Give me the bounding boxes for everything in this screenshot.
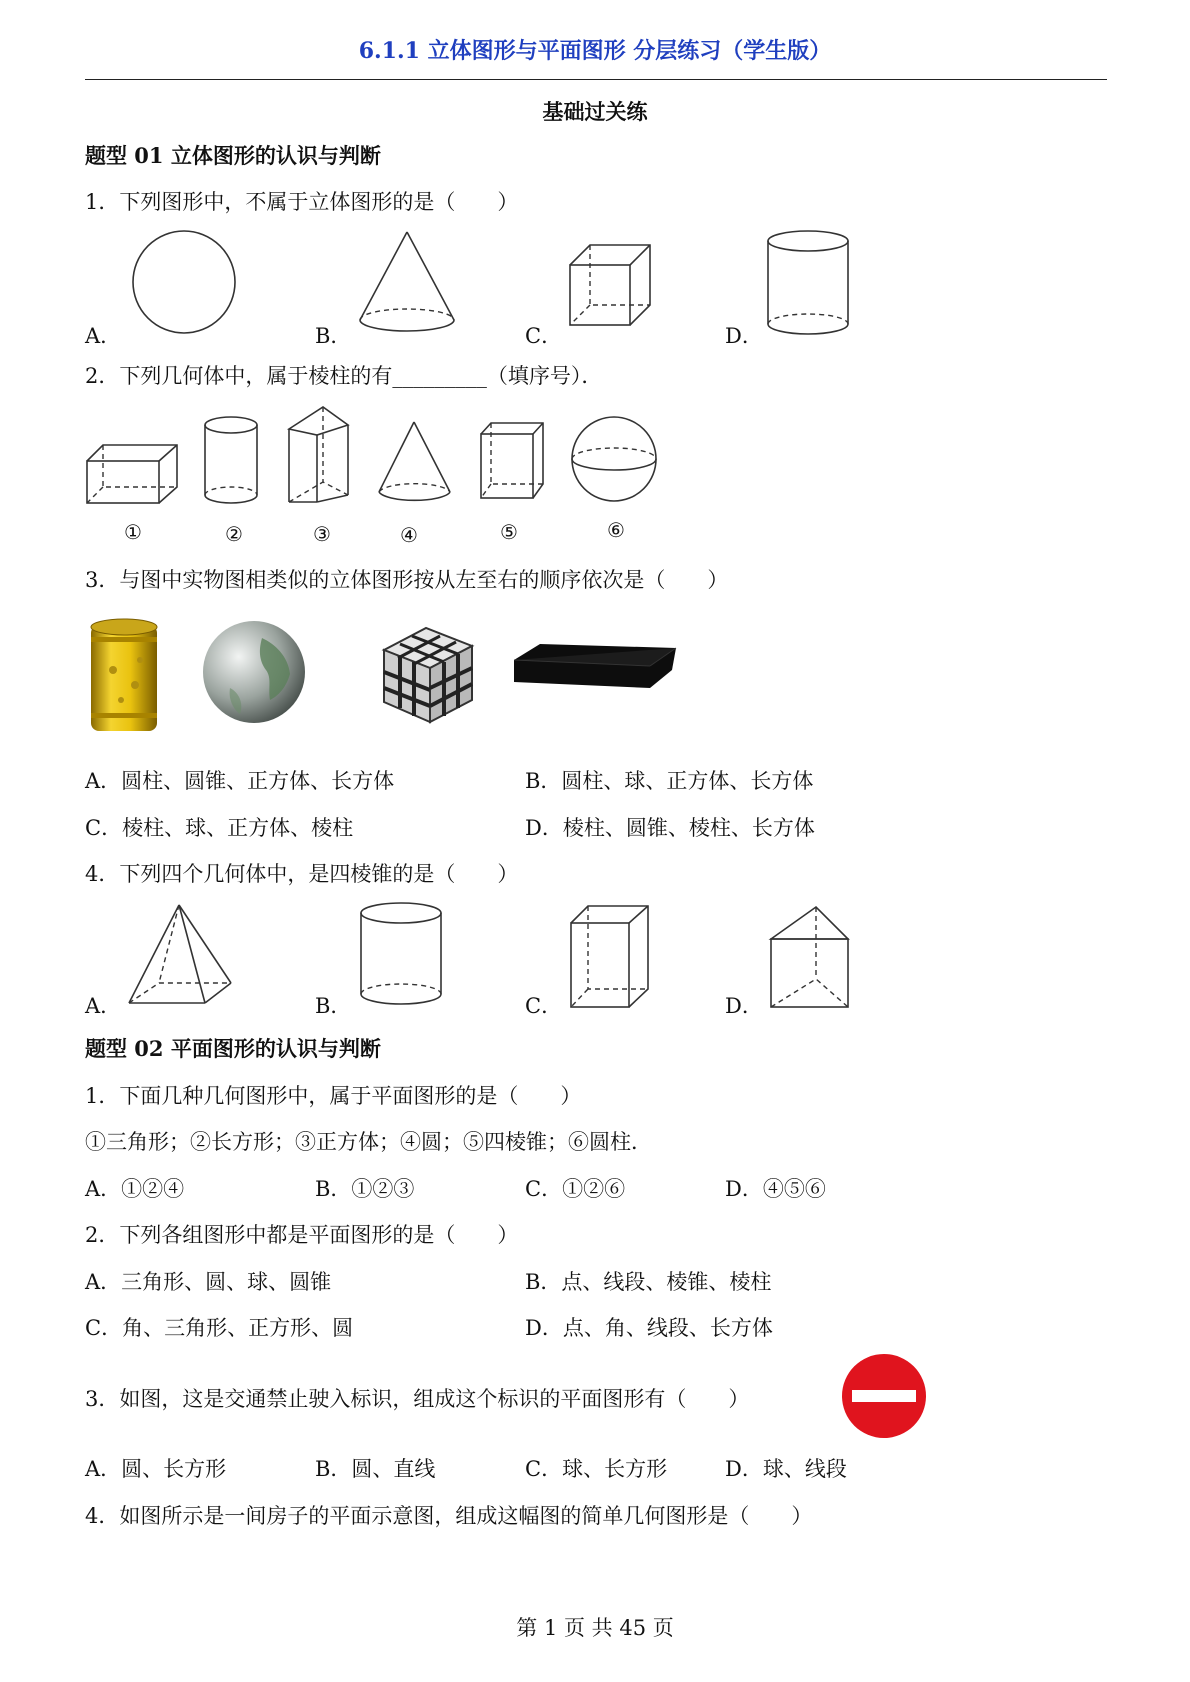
cylinder-figure-3: [358, 900, 448, 1012]
t1-q3-option-d: D．棱柱、圆锥、棱柱、长方体: [525, 816, 815, 840]
t2-q2-option-b: B．点、线段、棱锥、棱柱: [525, 1270, 772, 1294]
globe-photo: [200, 618, 310, 728]
t1-q1-label-b: B．: [315, 324, 352, 348]
section-title: 基础过关练: [542, 99, 648, 124]
no-entry-sign-icon: [840, 1352, 928, 1440]
t1-q4-text: 4．下列四个几何体中，是四棱锥的是（ ）: [85, 862, 519, 886]
square-prism-figure: [478, 420, 548, 505]
cone-figure-2: [375, 420, 455, 510]
t1-q2-num-1: ①: [124, 520, 142, 544]
t2-q3-option-a: A．圆、长方形: [85, 1457, 227, 1481]
t1-q1-label-a: A．: [85, 324, 122, 348]
type1-heading: 题型 01 立体图形的认识与判断: [85, 143, 381, 168]
rectangular-prism-figure: [568, 903, 653, 1011]
t1-q2-text: 2．下列几何体中，属于棱柱的有_________（填序号）．: [85, 364, 603, 388]
t2-q1-list: ①三角形；②长方形；③正方体；④圆；⑤四棱锥；⑥圆柱．: [85, 1130, 652, 1154]
t2-q1-option-d: D．④⑤⑥: [725, 1177, 826, 1201]
t2-q1-text: 1．下面几种几何图形中，属于平面图形的是（ ）: [85, 1084, 582, 1108]
square-pyramid-figure: [125, 903, 235, 1008]
t2-q2-option-d: D．点、角、线段、长方体: [525, 1316, 773, 1340]
t1-q2-num-3: ③: [313, 522, 331, 546]
t1-q3-option-b: B．圆柱、球、正方体、长方体: [525, 769, 814, 793]
t1-q3-option-a: A．圆柱、圆锥、正方体、长方体: [85, 769, 395, 793]
t2-q2-option-c: C．角、三角形、正方形、圆: [85, 1316, 354, 1340]
t1-q1-label-d: D．: [725, 324, 763, 348]
t2-q3-option-d: D．球、线段: [725, 1457, 847, 1481]
header-rule: [85, 79, 1107, 80]
t2-q1-option-b: B．①②③: [315, 1177, 415, 1201]
t1-q2-num-5: ⑤: [500, 520, 518, 544]
cube-puzzle-photo: [378, 622, 478, 727]
circle-figure: [130, 228, 240, 338]
t1-q3-option-c: C．棱柱、球、正方体、棱柱: [85, 816, 354, 840]
t1-q3-text: 3．与图中实物图相类似的立体图形按从左至右的顺序依次是（ ）: [85, 568, 729, 592]
t2-q3-option-c: C．球、长方形: [525, 1457, 668, 1481]
sphere-figure: [570, 415, 660, 505]
type2-heading: 题型 02 平面图形的认识与判断: [85, 1036, 381, 1061]
yellow-can-photo: [85, 615, 165, 740]
t2-q2-text: 2．下列各组图形中都是平面图形的是（ ）: [85, 1223, 519, 1247]
t1-q4-label-d: D．: [725, 994, 763, 1018]
t1-q1-text: 1．下列图形中，不属于立体图形的是（ ）: [85, 190, 519, 214]
cylinder-figure: [765, 228, 855, 343]
cone-figure: [355, 228, 460, 338]
cylinder-figure-2: [203, 415, 263, 510]
triangular-prism-figure: [285, 405, 355, 510]
t1-q2-num-6: ⑥: [607, 518, 625, 542]
page-footer: 第 1 页 共 45 页: [516, 1616, 674, 1640]
t2-q1-option-a: A．①②④: [85, 1177, 185, 1201]
t1-q2-num-2: ②: [225, 522, 243, 546]
t2-q3-option-b: B．圆、直线: [315, 1457, 436, 1481]
t1-q4-label-c: C．: [525, 994, 563, 1018]
t1-q4-label-a: A．: [85, 994, 122, 1018]
t1-q2-num-4: ④: [400, 523, 418, 547]
t2-q4-text: 4．如图所示是一间房子的平面示意图，组成这幅图的简单几何图形是（ ）: [85, 1504, 813, 1528]
t2-q3-text: 3．如图，这是交通禁止驶入标识，组成这个标识的平面图形有（ ）: [85, 1387, 750, 1411]
triangular-prism-figure-2: [768, 903, 853, 1011]
t1-q4-label-b: B．: [315, 994, 352, 1018]
cube-figure: [565, 240, 660, 335]
t2-q1-option-c: C．①②⑥: [525, 1177, 626, 1201]
t2-q2-option-a: A．三角形、圆、球、圆锥: [85, 1270, 332, 1294]
t1-q1-label-c: C．: [525, 324, 563, 348]
cuboid-figure: [85, 443, 180, 508]
document-title: 6.1.1 立体图形与平面图形 分层练习（学生版）: [358, 38, 832, 64]
black-box-photo: [510, 640, 680, 700]
